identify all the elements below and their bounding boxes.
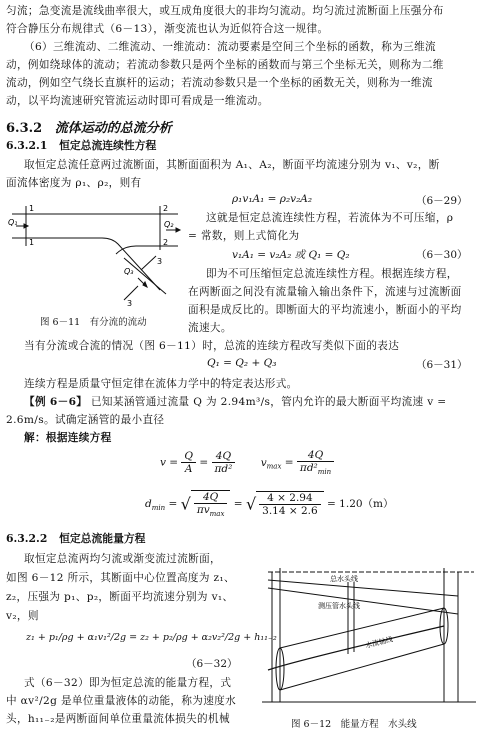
paragraph-line: 动，例如绕球体的流动；若流动参数只是两个坐标的函数而与第三个坐标无关，则称为二维 <box>6 59 444 71</box>
numerator: 4 × 2.94 <box>259 492 321 505</box>
paragraph-line: 式（6－32）即为恒定总流的能量方程，式 <box>24 677 232 689</box>
paragraph-line: 面流体密度为 ρ₁、ρ₂，则有 <box>6 177 142 189</box>
section-title: 流体运动的总流分析 <box>54 121 172 136</box>
paragraph-line: 在两断面之间没有流量输入输出条件下，流速与过流断面 <box>188 286 462 298</box>
paragraph-line: （6）三维流动、二维流动、一维流动：流动要素是空间三个坐标的函数，称为三维流 <box>24 41 437 53</box>
flow-label-q3: Q₃ <box>124 267 134 276</box>
paragraph-line: 动，以平均流速研究管流运动时即可看成是一维流动。 <box>6 95 269 107</box>
paragraph-line: 取恒定总流任意两过流断面，其断面面积为 A₁、A₂，断面平均流速分别为 v₁、v₂，断 <box>24 159 440 171</box>
equation-6-30: v₁A₁ = v₂A₂ 或 Q₁ = Q₂ <box>232 249 350 261</box>
paragraph-line: 取恒定总流两均匀流或渐变流过流断面， <box>24 553 221 565</box>
equation-number: （6－30） <box>416 249 468 261</box>
subsection-heading <box>6 138 156 153</box>
eq-text: = <box>284 456 294 469</box>
paragraph-line: 中 αv²/2g 是单位重量液体的动能，称为速度水 <box>6 695 237 707</box>
fraction <box>194 491 228 518</box>
subscript: min <box>317 468 332 477</box>
section-label: 1 <box>29 204 35 213</box>
denominator: A <box>184 463 193 476</box>
section-label: 2 <box>163 204 169 213</box>
eq-text: = <box>168 498 178 511</box>
numerator: 4Q <box>297 449 334 462</box>
paragraph-line: 即为不可压缩恒定总流连续性方程。根据连续方程， <box>206 268 458 280</box>
subscript: min <box>151 504 166 513</box>
subscript: max <box>266 462 282 471</box>
result-text: = 1.20（m） <box>327 498 394 511</box>
subsection-title: 恒定总流能量方程 <box>59 532 146 545</box>
paragraph-line: 符合静压分布规律式（6－13），渐变流也认为近似符合这一规律。 <box>6 23 329 35</box>
radical-sign: √ <box>180 494 191 514</box>
paragraph-line: = 常数，则上式简化为 <box>188 230 300 242</box>
section-label: 3 <box>157 257 163 266</box>
denominator <box>297 462 334 476</box>
paragraph-line: 当有分流或合流的情况（图 6－11）时，总流的连续方程改写类似下面的表达 <box>24 340 400 352</box>
radicand <box>256 491 324 517</box>
paragraph-line: 这就是恒定总流连续性方程，若流体为不可压缩，ρ <box>206 212 454 224</box>
flow-axis-label: 水流轴线 <box>364 635 394 650</box>
equation-velocity <box>160 449 334 476</box>
equation-6-31: Q₁ = Q₂ + Q₃ <box>207 357 277 369</box>
radical-sign: √ <box>245 494 257 514</box>
equation-diameter <box>145 490 394 518</box>
paragraph-line: z₂，压强为 p₁、p₂，断面平均流速分别为 v₁、 <box>6 591 234 603</box>
denominator <box>194 504 228 518</box>
section-heading <box>6 117 172 136</box>
example-line <box>24 393 447 411</box>
denominator: 3.14 × 2.6 <box>262 505 318 518</box>
branching-flow-figure <box>6 198 184 310</box>
paragraph-line: 面积是成反比的。即断面大的平均流速小，断面小的平均 <box>188 304 462 316</box>
subscript: max <box>209 510 225 519</box>
denominator-text: πv <box>196 504 210 516</box>
paragraph-line: 连续方程是质量守恒定律在流体力学中的特定表达形式。 <box>24 378 298 390</box>
paragraph-line: v₂，则 <box>6 610 39 622</box>
flow-label-q2: Q₂ <box>164 220 174 229</box>
energy-head-figure <box>258 562 480 712</box>
equation-number: （6－32） <box>186 658 238 670</box>
figure-caption: 图 6－11 有分流的流动 <box>40 317 147 328</box>
radicand <box>191 490 231 518</box>
subsection-number: 6.3.2.1 <box>6 139 48 152</box>
denominator-text: πd² <box>299 462 318 474</box>
numerator: Q <box>181 450 196 463</box>
section-label: 2 <box>163 238 169 247</box>
eq-text: v = <box>160 456 179 469</box>
equation-6-29: ρ₁v₁A₁ = ρ₂v₂A₂ <box>232 193 313 205</box>
paragraph-line: 流动，例如空气绕长直旗杆的运动；若流动参数只是一个坐标的函数无关，则称为一维流 <box>6 77 433 89</box>
paragraph-line: 2.6m/s。试确定涵管的最小直径 <box>6 414 165 426</box>
eq-text: = <box>233 498 243 511</box>
fraction <box>181 450 196 475</box>
subsection-heading <box>6 531 145 546</box>
equation-number: （6－29） <box>416 195 468 207</box>
paragraph-line: 如图 6－12 所示，其断面中心位置高度为 z₁、 <box>6 572 235 584</box>
example-tag: 【例 6－6】 <box>24 396 88 408</box>
equation-6-32: z₁ + p₁/ρg + α₁v₁²/2g = z₂ + p₂/ρg + α₂v₂²/2g + h₁₁₋₂ <box>26 632 277 643</box>
example-text: 已知某涵管通过流量 Q 为 2.94m³/s，管内允许的最大断面平均流速 v = <box>90 396 447 408</box>
fraction <box>259 492 321 517</box>
fraction <box>212 450 236 475</box>
denominator: πd² <box>214 463 233 476</box>
section-label: 3 <box>127 299 133 308</box>
piezometric-line-label: 测压管水头线 <box>318 602 360 610</box>
equation-number: （6－31） <box>416 359 468 371</box>
eq-text: = <box>199 456 209 469</box>
eq-text: v <box>260 456 267 469</box>
section-number: 6.3.2 <box>6 121 43 136</box>
paragraph-line: 匀流；急变流是流线曲率很大，或互成角度很大的非均匀流动。均匀流过流断面上压强分布 <box>6 5 444 17</box>
eq-text: d <box>145 498 152 511</box>
subsection-number: 6.3.2.2 <box>6 532 48 545</box>
total-head-label: 总水头线 <box>330 575 358 583</box>
fraction <box>297 449 334 476</box>
flow-label-q1: Q₁ <box>8 218 18 227</box>
solution-label: 解：根据连续方程 <box>24 432 112 444</box>
paragraph-line: 头，h₁₁₋₂是两断面间单位重量流体损失的机械 <box>6 713 230 725</box>
section-label: 1 <box>29 238 35 247</box>
subsection-title: 恒定总流连续性方程 <box>59 139 157 152</box>
paragraph-line: 流速大。 <box>188 322 232 334</box>
numerator: 4Q <box>212 450 236 463</box>
numerator: 4Q <box>194 491 228 504</box>
figure-caption: 图 6－12 能量方程 水头线 <box>291 719 417 730</box>
